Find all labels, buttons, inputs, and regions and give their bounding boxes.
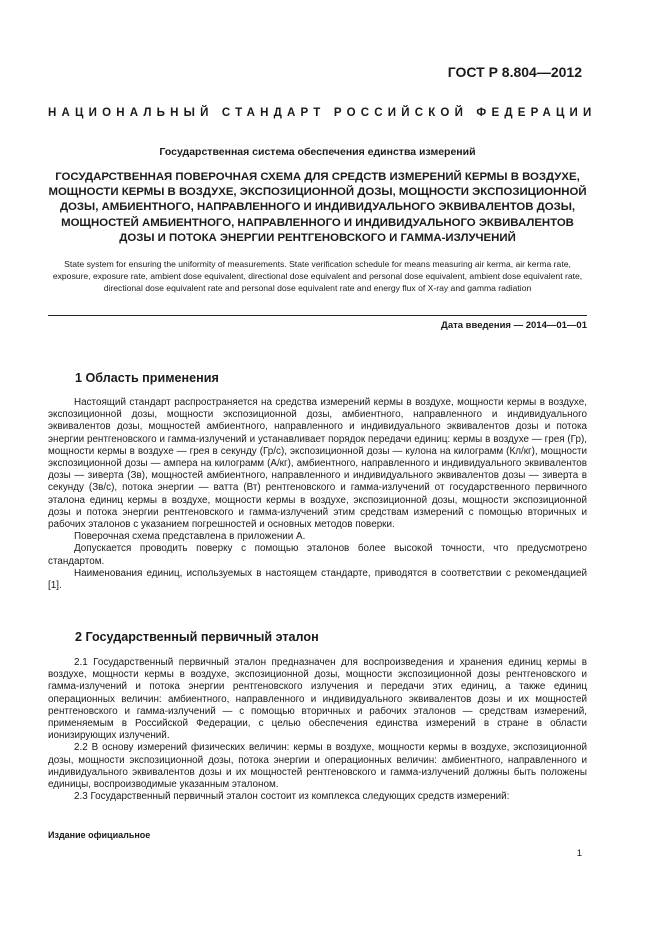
national-standard-label: НАЦИОНАЛЬНЫЙ СТАНДАРТ РОССИЙСКОЙ ФЕДЕРАЦИИ	[48, 107, 597, 119]
section-1-paragraph: Наименования единиц, используемых в настоящем стандарте, приводятся в соответствии с рекомендацией [1].	[48, 567, 587, 592]
section-1-paragraph: Поверочная схема представлена в приложении А.	[74, 531, 306, 543]
section-1-body	[48, 397, 587, 592]
introduction-date: Дата введения — 2014—01—01	[441, 320, 587, 331]
page-number: 1	[576, 848, 582, 859]
header-divider	[48, 315, 587, 316]
section-1-paragraph: Допускается проводить поверку с помощью эталонов более высокой точности, что предусмотрено стандартом.	[48, 543, 587, 567]
section-2-paragraph: 2.3 Государственный первичный эталон состоит из комплекса следующих средств измерений:	[74, 791, 510, 803]
section-2-body	[48, 657, 587, 803]
section-1-paragraph: Настоящий стандарт распространяется на средства измерений кермы в воздухе, мощности кермы в воздухе, экспозиционной дозы, мощности экспозиционной дозы, амбиентного, направленного и индивидуального эквивалентов дозы, мощностей амбиентного, направленного и индивидуального эквивалентов дозы и потока энергии рентгеновского и гамма-излучений и устанавливает порядок передачи единиц: кермы в воздухе — грея (Гр), мощности кермы в воздухе — грея в секунду (Гр/с), экспозиционной дозы — кулона на килограмм (Кл/кг), мощности экспозиционной дозы — ампера на килограмм (А/кг), амбиентного, направленного и индивидуального эквивалентов дозы — зиверта (Зв), мощностей амбиентного, направленного и индивидуального эквивалентов дозы — зиверта в секунду (Зв/с), потока энергии — ватта (Вт) рентгеновского и гамма-излучений от государственного первичного эталона единиц кермы в воздухе, мощности кермы в воздухе, экспозиционной дозы, мощности экспозиционной дозы и потока энергии рентгеновского и гамма-излучений этим средствам измерений с помощью вторичных и рабочих эталонов с указанием погрешностей и основных методов поверки.	[48, 397, 587, 531]
document-title: ГОСУДАРСТВЕННАЯ ПОВЕРОЧНАЯ СХЕМА ДЛЯ СРЕДСТВ ИЗМЕРЕНИЙ КЕРМЫ В ВОЗДУХЕ, МОЩНОСТИ КЕРМЫ В ВОЗДУХЕ, ЭКСПОЗИЦИОННОЙ ДОЗЫ, МОЩНОСТИ ЭКСПОЗИЦИОННОЙ ДОЗЫ, АМБИЕНТНОГО, НАПРАВЛЕННОГО И ИНДИВИДУАЛЬНОГО ЭКВИВАЛЕНТОВ ДОЗЫ, МОЩНОСТЕЙ АМБИЕНТНОГО, НАПРАВЛЕННОГО И ИНДИВИДУАЛЬНОГО ЭКВИВАЛЕНТОВ ДОЗЫ И ПОТОКА ЭНЕРГИИ РЕНТГЕНОВСКОГО И ГАММА-ИЗЛУЧЕНИЙ	[48, 171, 587, 244]
edition-label: Издание официальное	[48, 830, 151, 840]
document-code: ГОСТ Р 8.804—2012	[447, 64, 582, 80]
system-title: Государственная система обеспечения единства измерений	[159, 146, 476, 158]
english-title: State system for ensuring the uniformity of measurements. State verification schedule for means measuring air kerma, air kerma rate, exposure, exposure rate, ambient dose equivalent, directional dose equivalent and personal dose equivalent, ambient dose equivalent rate, directional dose equivalent rate and personal dose equivalent rate and energy flux of X-ray and gamma radiation	[52, 259, 583, 294]
section-1-heading: 1 Область применения	[75, 371, 219, 385]
section-2-heading: 2 Государственный первичный эталон	[75, 630, 319, 644]
section-2-paragraph: 2.1 Государственный первичный эталон предназначен для воспроизведения и хранения единиц кермы в воздухе, мощности кермы в воздухе, экспозиционной дозы, мощности экспозиционной дозы рентгеновского и гамма-излучений и потока энергии рентгеновского излучения и передачи этих единиц, а также единиц операционных величин: амбиентного, направленного и индивидуального эквивалентов дозы и их мощностей рентгеновского и гамма-излучений — с помощью вторичных и рабочих эталонов — средствам измерений, применяемым в Российской Федерации, с целью обеспечения единства измерений в стране в области ионизирующих излучений.	[48, 657, 587, 742]
section-2-paragraph: 2.2 В основу измерений физических величин: кермы в воздухе, мощности кермы в воздухе, экспозиционной дозы, мощности экспозиционной дозы, потока энергии и операционных величин: амбиентного, направленного и индивидуального эквивалентов дозы и их мощностей рентгеновского и гамма-излучений должны быть положены единицы, воспроизводимые указанным эталоном.	[48, 742, 587, 791]
